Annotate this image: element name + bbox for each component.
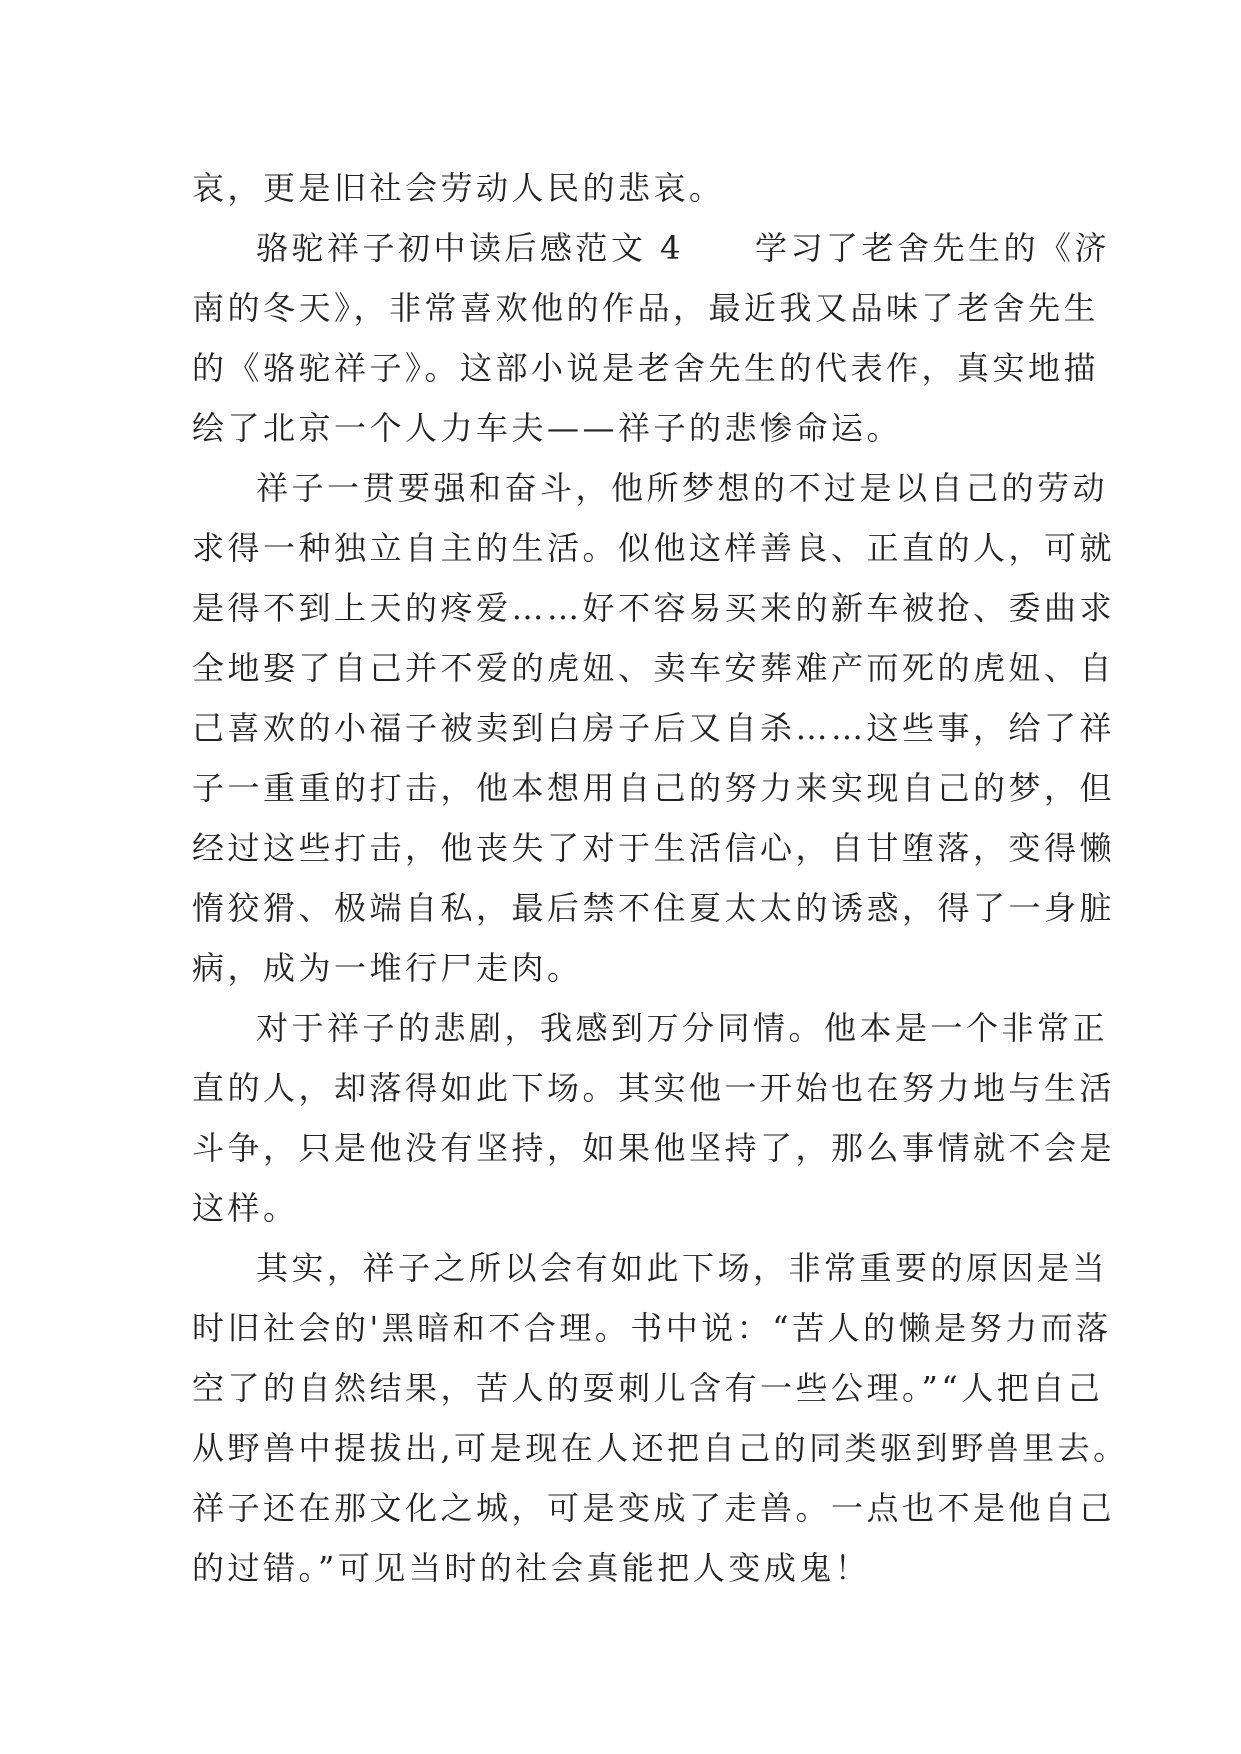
text-line: 的过错。”可见当时的社会真能把人变成鬼！ (192, 1549, 871, 1587)
text-line: 对于祥子的悲剧，我感到万分同情。他本是一个非常正 (256, 1009, 1109, 1047)
text-line: 祥子还在那文化之城，可是变成了走兽。一点也不是他自己 (192, 1489, 1116, 1527)
text-line: 哀，更是旧社会劳动人民的悲哀。 (192, 169, 725, 207)
text-line: 骆驼祥子初中读后感范文 4 学习了老舍先生的《济 (256, 229, 1111, 267)
text-line: 病，成为一堆行尸走肉。 (192, 949, 583, 987)
text-line: 斗争，只是他没有坚持，如果他坚持了，那么事情就不会是 (192, 1129, 1116, 1167)
text-line: 祥子一贯要强和奋斗，他所梦想的不过是以自己的劳动 (256, 469, 1109, 507)
text-line: 空了的自然结果，苦人的耍刺儿含有一些公理。”“人把自己 (192, 1369, 1104, 1407)
text-line: 这样。 (192, 1189, 299, 1227)
text-line: 绘了北京一个人力车夫——祥子的悲惨命运。 (192, 409, 903, 447)
text-line: 的《骆驼祥子》。这部小说是老舍先生的代表作，真实地描 (192, 349, 1100, 387)
text-line: 己喜欢的小福子被卖到白房子后又自杀……这些事，给了祥 (192, 709, 1116, 747)
text-line: 经过这些打击，他丧失了对于生活信心，自甘堕落，变得懒 (192, 829, 1116, 867)
text-line: 其实，祥子之所以会有如此下场，非常重要的原因是当 (256, 1249, 1109, 1287)
text-line: 直的人，却落得如此下场。其实他一开始也在努力地与生活 (192, 1069, 1116, 1107)
text-line: 子一重重的打击，他本想用自己的努力来实现自己的梦，但 (192, 769, 1116, 807)
text-line: 从野兽中提拔出,可是现在人还把自己的同类驱到野兽里去。 (192, 1429, 1129, 1467)
text-line: 南的冬天》，非常喜欢他的作品，最近我又品味了老舍先生 (192, 289, 1100, 327)
text-line: 时旧社会的'黑暗和不合理。书中说：“苦人的懒是努力而落 (192, 1309, 1112, 1347)
text-line: 惰狡猾、极端自私，最后禁不住夏太太的诱惑，得了一身脏 (192, 889, 1116, 927)
text-line: 是得不到上天的疼爱……好不容易买来的新车被抢、委曲求 (192, 589, 1116, 627)
text-line: 求得一种独立自主的生活。似他这样善良、正直的人，可就 (192, 529, 1116, 567)
text-line: 全地娶了自己并不爱的虎妞、卖车安葬难产而死的虎妞、自 (192, 649, 1116, 687)
